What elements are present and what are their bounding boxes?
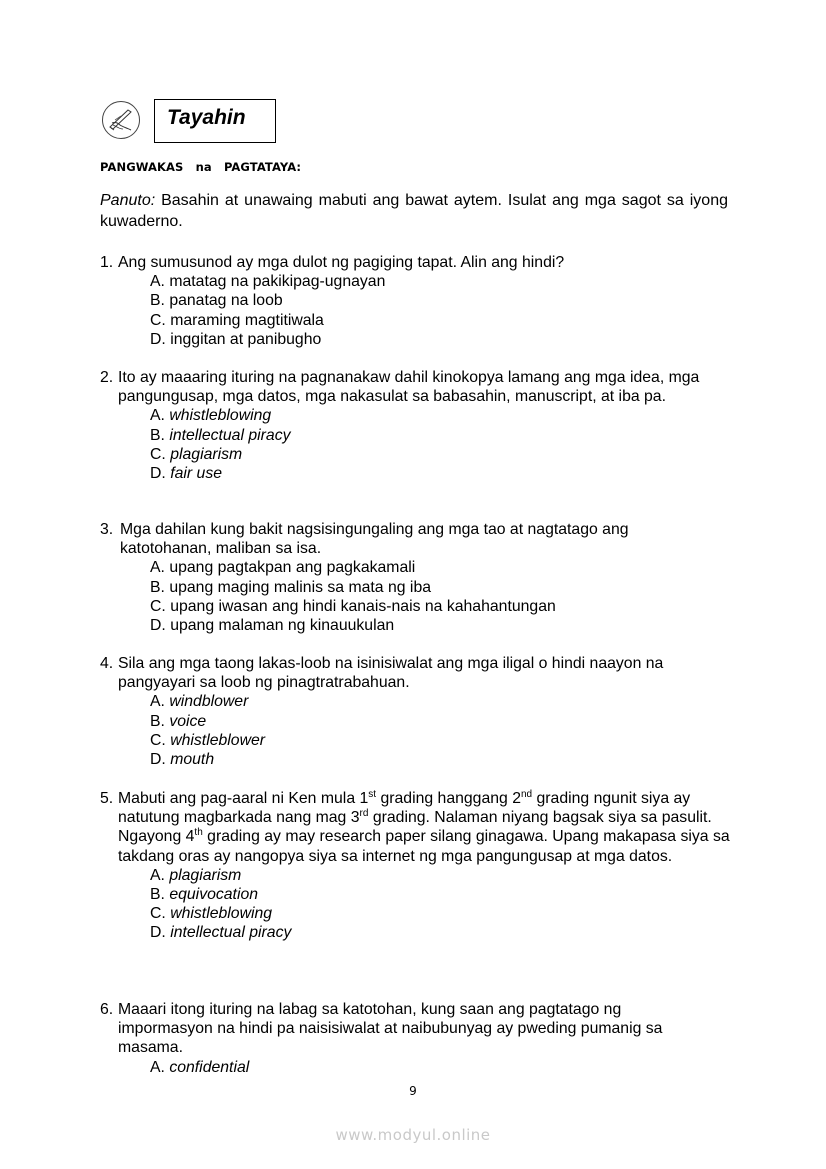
- choice-text: upang malaman ng kinauukulan: [170, 617, 395, 635]
- question-stem: Ang sumusunod ay mga dulot ng pagiging tapat. Alin ang hindi?: [118, 254, 565, 271]
- choice-c[interactable]: [150, 311, 740, 330]
- choice-d[interactable]: [150, 464, 720, 483]
- choice-a[interactable]: [150, 558, 680, 577]
- choice-text: whistleblower: [170, 731, 266, 749]
- choice-b[interactable]: [150, 885, 735, 904]
- choice-letter: C.: [150, 311, 166, 329]
- question-stem: [118, 789, 735, 866]
- instructions-label: Panuto:: [100, 192, 156, 209]
- choice-letter: C.: [150, 445, 166, 463]
- page-number: 9: [409, 1084, 417, 1098]
- choice-text: plagiarism: [169, 866, 242, 884]
- choice-a[interactable]: [150, 272, 740, 291]
- question-number: 2.: [100, 369, 114, 386]
- watermark: www.modyul.online: [335, 1126, 491, 1144]
- question-number: 5.: [100, 790, 114, 807]
- section-title-box: [154, 99, 276, 143]
- question-number: 4.: [100, 655, 114, 672]
- question-2: [100, 368, 720, 483]
- question-stem: Maaari itong ituring na labag sa katotohan, kung saan ang pagtatago ng impormasyon na hindi pa naisisiwalat at naibubunyag ay pweding pumanig sa masama.: [118, 1001, 663, 1057]
- choice-b[interactable]: [150, 578, 680, 597]
- choice-letter: B.: [150, 426, 165, 444]
- choice-d[interactable]: [150, 750, 710, 769]
- choice-letter: A.: [150, 273, 165, 291]
- question-stem: Mga dahilan kung bakit nagsisingungaling ang mga tao at nagtatago ang katotohanan, maliban sa isa.: [120, 521, 629, 558]
- choice-text: matatag na pakikipag-ugnayan: [169, 273, 386, 291]
- choice-text: upang iwasan ang hindi kanais-nais na kahahantungan: [170, 597, 556, 615]
- choice-text: plagiarism: [170, 445, 243, 463]
- ordinal-suffix: st: [368, 789, 377, 800]
- choice-letter: D.: [150, 330, 166, 348]
- choice-letter: C.: [150, 905, 166, 923]
- choice-letter: A.: [150, 693, 165, 711]
- choice-text: upang pagtakpan ang pagkakamali: [169, 559, 416, 577]
- choice-letter: B.: [150, 886, 165, 904]
- choice-letter: A.: [150, 866, 165, 884]
- choice-b[interactable]: [150, 426, 720, 445]
- ordinal-suffix: nd: [521, 789, 533, 800]
- choice-c[interactable]: [150, 904, 735, 923]
- question-number: 3.: [100, 521, 114, 538]
- instructions: [100, 190, 728, 232]
- writing-hand-icon: [101, 100, 141, 140]
- choice-letter: D.: [150, 751, 166, 769]
- question-number: 1.: [100, 254, 114, 271]
- stem-part: grading hanggang 2: [376, 790, 521, 807]
- choice-letter: B.: [150, 712, 165, 730]
- choice-letter: D.: [150, 465, 166, 483]
- choice-text: fair use: [170, 465, 223, 483]
- choice-text: mouth: [170, 751, 215, 769]
- assessment-heading: PANGWAKAS na PAGTATAYA:: [100, 160, 302, 174]
- choice-b[interactable]: [150, 291, 740, 310]
- instructions-text: Basahin at unawaing mabuti ang bawat aytem. Isulat ang mga sagot sa iyong kuwaderno.: [100, 192, 728, 230]
- choice-letter: A.: [150, 1058, 165, 1076]
- stem-part: grading. Nalaman niyang bagsak siya sa pasulit. Ngayong 4: [118, 809, 712, 846]
- ordinal-suffix: th: [194, 827, 203, 839]
- choice-a[interactable]: [150, 866, 735, 885]
- choice-text: maraming magtitiwala: [170, 311, 324, 329]
- choice-letter: D.: [150, 924, 166, 942]
- choice-d[interactable]: [150, 330, 740, 349]
- question-stem: Sila ang mga taong lakas-loob na isinisiwalat ang mga iligal o hindi naayon na pangyayari sa loob ng pinagtratrabahuan.: [118, 655, 664, 692]
- choice-text: panatag na loob: [169, 292, 283, 310]
- section-title: Tayahin: [167, 106, 246, 129]
- question-5: [100, 789, 735, 943]
- question-4: [100, 654, 710, 769]
- choice-letter: A.: [150, 407, 165, 425]
- question-1: [100, 253, 740, 349]
- choice-text: voice: [169, 712, 207, 730]
- question-number: 6.: [100, 1001, 114, 1018]
- choice-c[interactable]: [150, 597, 680, 616]
- choice-text: equivocation: [169, 886, 259, 904]
- question-6: [100, 1000, 715, 1077]
- choice-letter: B.: [150, 578, 165, 596]
- choice-d[interactable]: [150, 616, 680, 635]
- choice-letter: B.: [150, 292, 165, 310]
- choice-text: inggitan at panibugho: [170, 330, 322, 348]
- question-3: [100, 520, 680, 635]
- choice-a[interactable]: [150, 406, 720, 425]
- choice-text: upang maging malinis sa mata ng iba: [169, 578, 432, 596]
- choice-text: intellectual piracy: [170, 924, 292, 942]
- choice-text: confidential: [169, 1058, 250, 1076]
- choice-letter: C.: [150, 731, 166, 749]
- stem-part: grading ay may research paper silang ginagawa. Upang makapasa siya sa takdang oras ay nangopya siya sa internet ng mga pangungusap at mga datos.: [118, 828, 730, 865]
- choice-c[interactable]: [150, 731, 710, 750]
- choice-text: whistleblowing: [169, 407, 272, 425]
- choice-letter: A.: [150, 559, 165, 577]
- choice-text: whistleblowing: [170, 905, 273, 923]
- choice-letter: C.: [150, 597, 166, 615]
- stem-part: Mabuti ang pag-aaral ni Ken mula 1: [118, 790, 369, 807]
- ordinal-suffix: rd: [359, 808, 369, 820]
- choice-text: windblower: [169, 693, 249, 711]
- question-stem: Ito ay maaaring ituring na pagnanakaw dahil kinokopya lamang ang mga idea, mga pangungusap, mga datos, mga nakasulat sa babasahin, manuscript, at iba pa.: [118, 369, 700, 406]
- choice-a[interactable]: [150, 692, 710, 711]
- choice-b[interactable]: [150, 712, 710, 731]
- choice-letter: D.: [150, 617, 166, 635]
- choice-c[interactable]: [150, 445, 720, 464]
- choice-d[interactable]: [150, 923, 735, 942]
- choice-text: intellectual piracy: [169, 426, 291, 444]
- stem-part: grading ngunit siya ay natutung magbarkada nang mag 3: [118, 790, 691, 827]
- choice-a[interactable]: [150, 1058, 715, 1077]
